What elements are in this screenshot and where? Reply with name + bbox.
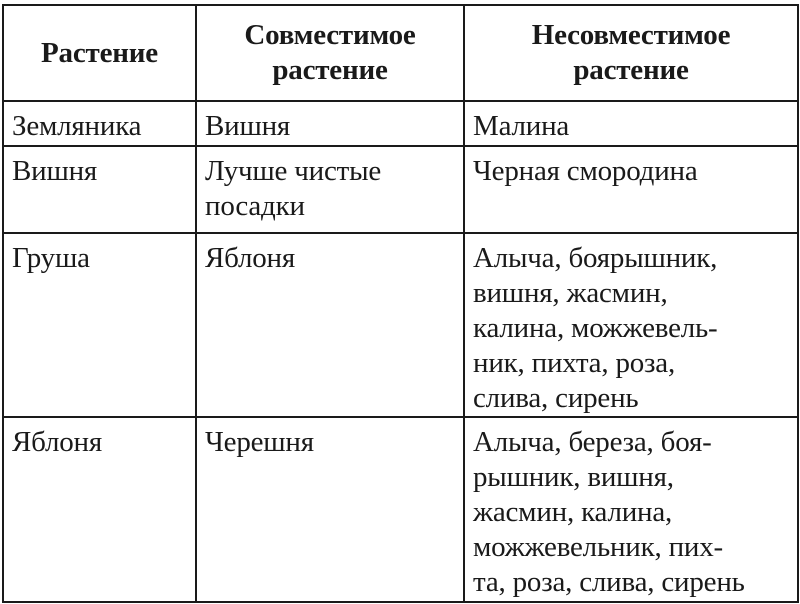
cell-plant: Вишня <box>3 146 196 233</box>
header-compatible-plant: Совместимое растение <box>196 5 464 101</box>
cell-plant: Земляника <box>3 101 196 146</box>
table-row <box>3 417 798 602</box>
cell-plant: Яблоня <box>3 417 196 602</box>
table-row <box>3 233 798 417</box>
cell-incompatible: Черная смородина <box>464 146 798 233</box>
plant-compatibility-table <box>2 4 799 603</box>
table-header-row <box>3 5 798 101</box>
table-row <box>3 146 798 233</box>
cell-incompatible: Алыча, боярышник, вишня, жасмин, калина, можжевель- ник, пихта, роза, слива, сирень <box>464 233 798 417</box>
cell-compatible: Вишня <box>196 101 464 146</box>
header-incompatible-plant: Несовместимое растение <box>464 5 798 101</box>
cell-incompatible: Алыча, береза, боя- рышник, вишня, жасмин, калина, можжевельник, пих- та, роза, слива, сирень <box>464 417 798 602</box>
cell-incompatible: Малина <box>464 101 798 146</box>
cell-compatible: Яблоня <box>196 233 464 417</box>
cell-compatible: Лучше чистые посадки <box>196 146 464 233</box>
header-plant: Растение <box>3 5 196 101</box>
table-row <box>3 101 798 146</box>
cell-compatible: Черешня <box>196 417 464 602</box>
cell-plant: Груша <box>3 233 196 417</box>
